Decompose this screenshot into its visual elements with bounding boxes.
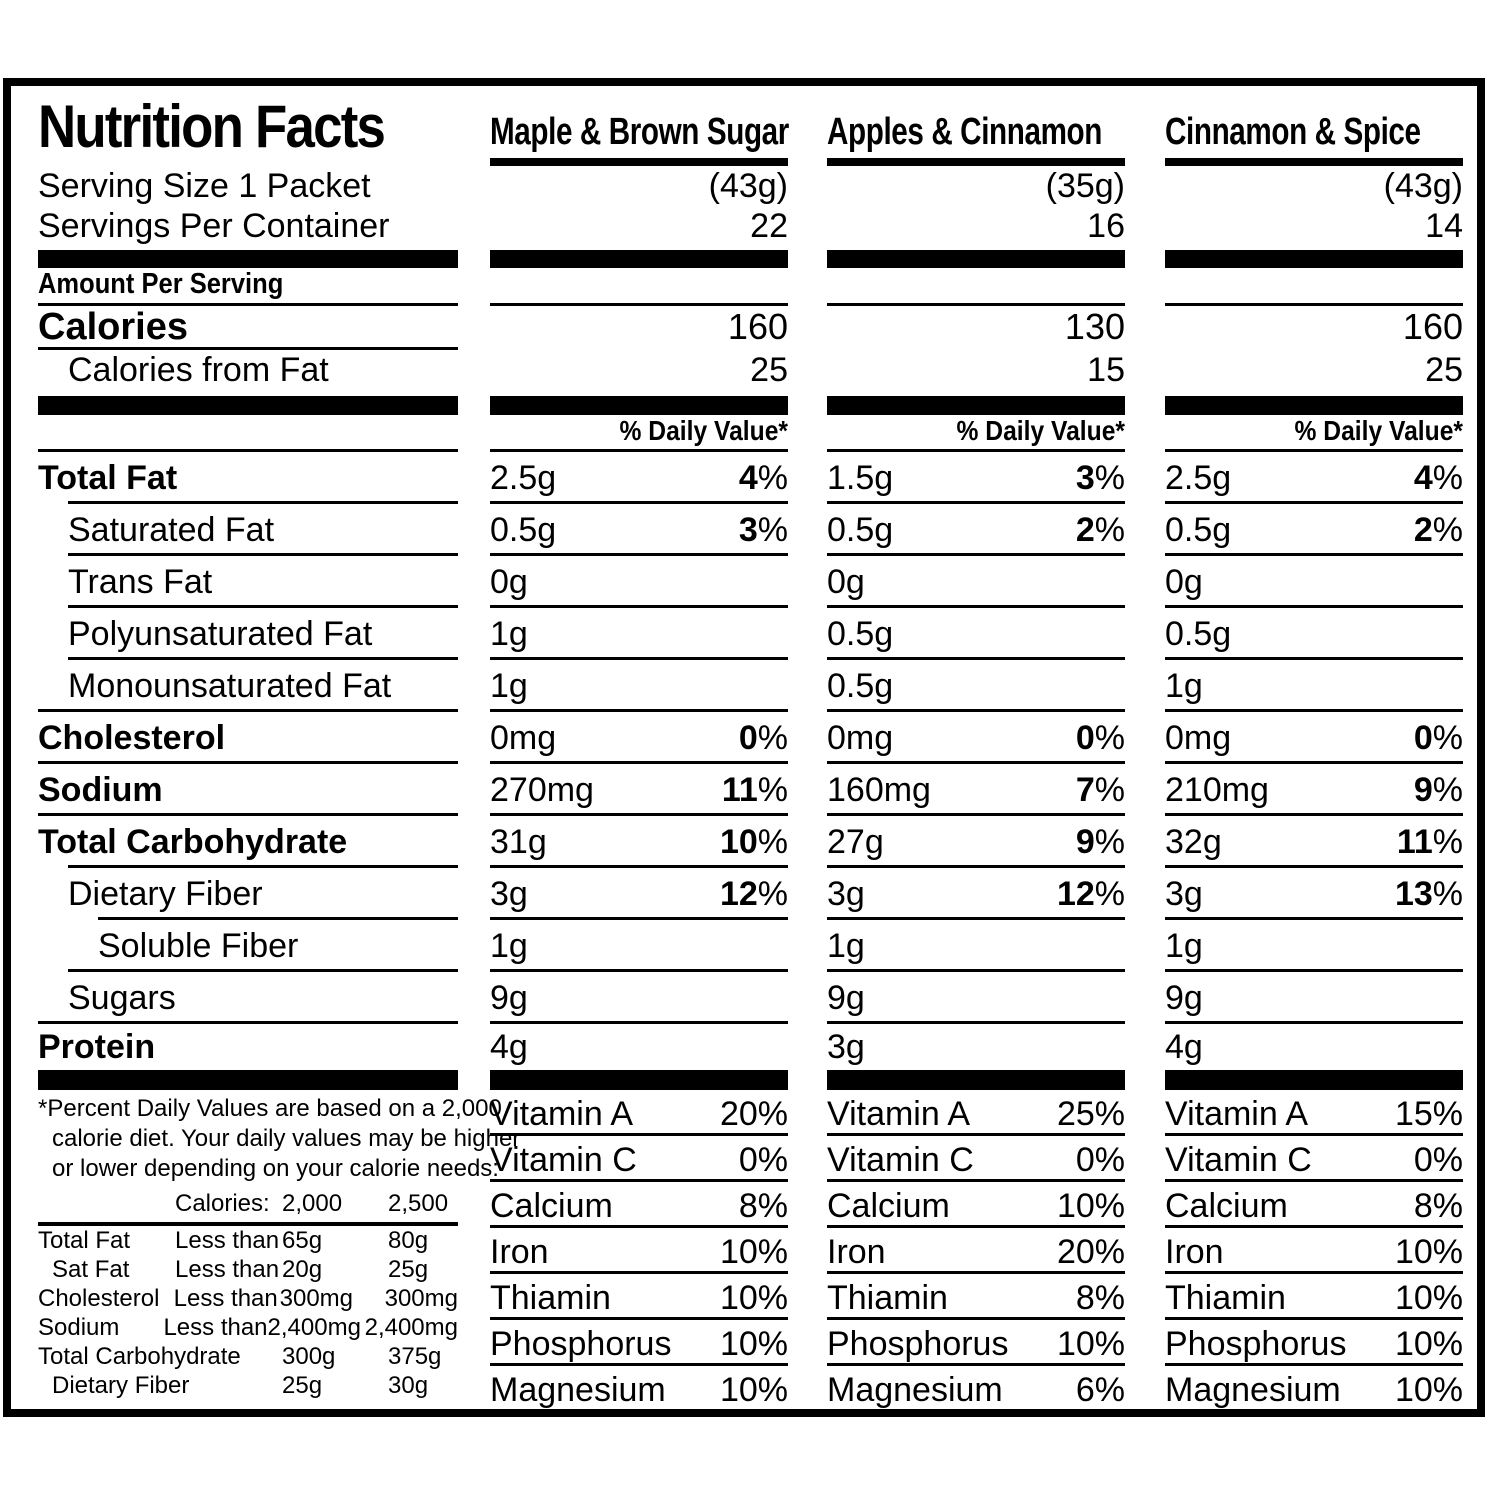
nutrient-amount: 2.5g	[490, 459, 557, 497]
vitamin-row	[1165, 1136, 1463, 1182]
nutrient-dv: 11%	[1396, 823, 1463, 861]
vitamin-value: 10%	[1056, 1187, 1125, 1225]
vitamin-value: 0%	[1075, 1141, 1125, 1179]
servings-value: 14	[1425, 207, 1463, 245]
vitamin-label: Thiamin	[490, 1279, 611, 1317]
nutrient-dv: 3%	[738, 511, 788, 549]
amount-per-serving-row	[11, 268, 1477, 306]
calories-value: 130	[1064, 306, 1125, 347]
nutrient-amount: 1g	[827, 927, 865, 965]
divider-bar	[1165, 250, 1463, 268]
calories-value: 160	[1402, 306, 1463, 347]
calories-from-fat-row	[11, 350, 1477, 393]
calories-from-fat-value: 25	[750, 351, 788, 389]
vitamin-row	[827, 1136, 1125, 1182]
nutrient-amount: 0mg	[490, 719, 557, 757]
nutrient-row-protein	[11, 1024, 1477, 1070]
divider-bar	[1165, 1070, 1463, 1090]
bottom-section	[11, 1090, 1477, 1410]
vitamins-column-2	[827, 1090, 1125, 1410]
nutrition-facts-title: Nutrition Facts	[38, 93, 385, 160]
nutrient-label: Cholesterol	[38, 719, 226, 757]
daily-values-table-header	[38, 1189, 458, 1226]
nutrient-dv: 4%	[1413, 459, 1463, 497]
daily-values-table	[38, 1189, 458, 1400]
nutrient-amount: 0g	[490, 563, 528, 601]
vitamin-row	[827, 1090, 1125, 1136]
vitamin-value: 10%	[1056, 1325, 1125, 1363]
divider-bar	[1165, 396, 1463, 415]
flavor-name-maple-brown-sugar: Maple & Brown Sugar	[490, 111, 789, 153]
divider-bar	[38, 1070, 458, 1090]
vitamin-value: 10%	[1394, 1279, 1463, 1317]
header-row	[11, 86, 1477, 166]
vitamin-label: Magnesium	[827, 1371, 1003, 1409]
daily-value-header: % Daily Value*	[956, 415, 1125, 446]
vitamin-value: 0%	[738, 1141, 788, 1179]
vitamin-row	[827, 1274, 1125, 1320]
divider-bar	[827, 1070, 1125, 1090]
nutrient-dv: 11%	[721, 771, 788, 809]
flavor-column-header-1	[490, 86, 788, 166]
thick-divider-row	[11, 250, 1477, 268]
amount-per-serving-label: Amount Per Serving	[38, 268, 284, 300]
vitamin-value: 8%	[738, 1187, 788, 1225]
divider-bar	[490, 396, 788, 415]
title-cell	[38, 86, 458, 166]
nutrient-label: Polyunsaturated Fat	[68, 615, 373, 653]
amount-per-serving-cell	[38, 268, 458, 306]
nutrient-amount: 0g	[1165, 563, 1203, 601]
vitamins-column-3	[1165, 1090, 1463, 1410]
nutrient-dv: 2%	[1413, 511, 1463, 549]
calories-label: Calories	[38, 306, 458, 350]
vitamin-row	[490, 1274, 788, 1320]
vitamin-row	[1165, 1228, 1463, 1274]
nutrient-dv: 4%	[738, 459, 788, 497]
nutrient-amount: 9g	[1165, 979, 1203, 1017]
nutrient-dv: 0%	[738, 719, 788, 757]
vitamin-label: Calcium	[827, 1187, 950, 1225]
nutrient-label: Monounsaturated Fat	[68, 667, 392, 705]
nutrient-dv: 0%	[1413, 719, 1463, 757]
nutrient-label: Sugars	[68, 979, 176, 1017]
dv-table-row: Total Fat Less than 65g 80g	[38, 1227, 429, 1254]
rule-cell	[827, 268, 1125, 306]
vitamin-label: Vitamin A	[490, 1095, 634, 1133]
nutrient-amount: 0g	[827, 563, 865, 601]
nutrient-amount: 0.5g	[1165, 615, 1232, 653]
nutrient-amount: 1g	[490, 927, 528, 965]
vitamin-label: Iron	[490, 1233, 549, 1271]
dv-table-cell: 2,000	[282, 1190, 343, 1217]
nutrient-amount: 3g	[827, 1028, 865, 1066]
dv-table-row: Sat Fat Less than 20g 25g	[52, 1256, 429, 1283]
vitamin-row	[1165, 1274, 1463, 1320]
dv-table-row: Dietary Fiber 25g 30g	[52, 1372, 429, 1399]
nutrient-row-total-carbohydrate	[11, 816, 1477, 868]
nutrient-dv: 9%	[1413, 771, 1463, 809]
calories-from-fat-label: Calories from Fat	[68, 351, 329, 389]
vitamin-value: 20%	[719, 1095, 788, 1133]
nutrient-amount: 3g	[827, 875, 865, 913]
rule-cell	[1165, 268, 1463, 306]
servings-per-container-row	[11, 206, 1477, 246]
nutrient-dv: 13%	[1394, 875, 1463, 913]
nutrient-amount: 1g	[1165, 927, 1203, 965]
nutrient-amount: 3g	[1165, 875, 1203, 913]
nutrient-amount: 0mg	[827, 719, 894, 757]
nutrient-amount: 32g	[1165, 823, 1222, 861]
vitamin-label: Thiamin	[827, 1279, 948, 1317]
nutrient-amount: 160mg	[827, 771, 931, 809]
nutrition-facts-label	[3, 78, 1485, 1417]
nutrient-label: Saturated Fat	[68, 511, 275, 549]
nutrient-amount: 210mg	[1165, 771, 1269, 809]
nutrient-amount: 1.5g	[827, 459, 894, 497]
nutrient-label: Protein	[38, 1028, 156, 1066]
daily-value-header: % Daily Value*	[619, 415, 788, 446]
vitamin-value: 8%	[1075, 1279, 1125, 1317]
calories-from-fat-value: 25	[1425, 351, 1463, 389]
calories-row	[11, 306, 1477, 350]
nutrient-amount: 0.5g	[827, 667, 894, 705]
daily-value-header-row	[11, 415, 1477, 452]
vitamin-label: Iron	[1165, 1233, 1224, 1271]
flavor-column-header-2	[827, 86, 1125, 166]
vitamin-label: Magnesium	[1165, 1371, 1341, 1409]
vitamin-label: Calcium	[1165, 1187, 1288, 1225]
nutrient-row-saturated-fat	[11, 504, 1477, 556]
nutrient-amount: 1g	[490, 667, 528, 705]
vitamin-value: 10%	[1394, 1325, 1463, 1363]
nutrient-label: Sodium	[38, 771, 163, 809]
vitamin-row	[490, 1366, 788, 1410]
nutrient-row-total-fat	[11, 452, 1477, 504]
rule-cell	[38, 415, 458, 452]
calories-value: 160	[727, 306, 788, 347]
divider-bar	[38, 396, 458, 415]
nutrient-dv: 0%	[1075, 719, 1125, 757]
nutrient-dv: 9%	[1075, 823, 1125, 861]
footnote-line: *Percent Daily Values are based on a 2,000	[38, 1095, 502, 1122]
divider-bar	[490, 250, 788, 268]
nutrient-row-soluble-fiber	[11, 920, 1477, 972]
vitamin-label: Vitamin A	[827, 1095, 971, 1133]
serving-size-value: (43g)	[1383, 167, 1463, 205]
divider-bar	[827, 250, 1125, 268]
nutrient-amount: 0.5g	[827, 511, 894, 549]
vitamin-value: 10%	[1394, 1371, 1463, 1409]
divider-bar	[490, 1070, 788, 1090]
servings-label: Servings Per Container	[38, 207, 390, 245]
dv-table-cell	[38, 1189, 175, 1222]
nutrient-amount: 4g	[490, 1028, 528, 1066]
vitamin-row	[490, 1182, 788, 1228]
nutrient-row-cholesterol	[11, 712, 1477, 764]
vitamin-label: Thiamin	[1165, 1279, 1286, 1317]
flavor-underline-bar	[1165, 158, 1463, 166]
vitamin-row	[1165, 1182, 1463, 1228]
nutrient-amount: 3g	[490, 875, 528, 913]
vitamin-value: 25%	[1056, 1095, 1125, 1133]
vitamin-value: 0%	[1413, 1141, 1463, 1179]
serving-size-value: (35g)	[1045, 167, 1125, 205]
dv-table-row: Total Carbohydrate 300g 375g	[38, 1343, 442, 1370]
nutrient-amount: 2.5g	[1165, 459, 1232, 497]
vitamin-row	[827, 1366, 1125, 1410]
dv-table-row: Sodium Less than 2,400mg 2,400mg	[38, 1314, 458, 1341]
thick-divider-row	[11, 1070, 1477, 1090]
vitamin-label: Calcium	[490, 1187, 613, 1225]
vitamin-row	[1165, 1320, 1463, 1366]
vitamin-value: 6%	[1075, 1371, 1125, 1409]
vitamin-row	[827, 1320, 1125, 1366]
thick-divider-row	[11, 396, 1477, 415]
nutrient-amount: 0.5g	[1165, 511, 1232, 549]
nutrient-row-trans-fat	[11, 556, 1477, 608]
nutrient-dv: 12%	[1056, 875, 1125, 913]
vitamin-value: 10%	[719, 1233, 788, 1271]
vitamin-label: Phosphorus	[490, 1325, 672, 1363]
nutrient-label: Trans Fat	[68, 563, 213, 601]
nutrient-amount: 27g	[827, 823, 884, 861]
vitamins-column-1	[490, 1090, 788, 1410]
nutrient-amount: 9g	[490, 979, 528, 1017]
nutrient-dv: 2%	[1075, 511, 1125, 549]
footnote-line: calorie diet. Your daily values may be higher	[52, 1125, 521, 1152]
nutrient-row-sodium	[11, 764, 1477, 816]
nutrient-amount: 1g	[490, 615, 528, 653]
nutrient-label: Total Carbohydrate	[38, 823, 348, 861]
nutrient-label: Soluble Fiber	[98, 927, 299, 965]
vitamin-value: 8%	[1413, 1187, 1463, 1225]
nutrient-dv: 3%	[1075, 459, 1125, 497]
serving-size-value: (43g)	[708, 167, 788, 205]
nutrient-row-polyunsaturated-fat	[11, 608, 1477, 660]
vitamin-row	[1165, 1366, 1463, 1410]
vitamin-row	[490, 1228, 788, 1274]
nutrient-row-monounsaturated-fat	[11, 660, 1477, 712]
vitamin-value: 15%	[1394, 1095, 1463, 1133]
footnote-line: or lower depending on your calorie needs:	[52, 1155, 499, 1182]
vitamin-row	[827, 1228, 1125, 1274]
vitamin-value: 10%	[1394, 1233, 1463, 1271]
calories-from-fat-value: 15	[1087, 351, 1125, 389]
nutrient-amount: 31g	[490, 823, 547, 861]
vitamin-label: Vitamin C	[490, 1141, 637, 1179]
flavor-underline-bar	[490, 158, 788, 166]
vitamin-value: 20%	[1056, 1233, 1125, 1271]
vitamin-value: 10%	[719, 1325, 788, 1363]
flavor-name-apples-cinnamon: Apples & Cinnamon	[827, 111, 1102, 153]
dv-table-row: Cholesterol Less than 300mg 300mg	[38, 1285, 458, 1312]
vitamin-label: Phosphorus	[1165, 1325, 1347, 1363]
divider-bar	[827, 396, 1125, 415]
nutrient-dv: 7%	[1075, 771, 1125, 809]
vitamin-value: 10%	[719, 1371, 788, 1409]
vitamin-label: Magnesium	[490, 1371, 666, 1409]
vitamin-row	[490, 1090, 788, 1136]
vitamin-row	[1165, 1090, 1463, 1136]
nutrient-amount: 0.5g	[490, 511, 557, 549]
nutrient-amount: 270mg	[490, 771, 594, 809]
vitamin-label: Iron	[827, 1233, 886, 1271]
servings-value: 22	[750, 207, 788, 245]
servings-value: 16	[1087, 207, 1125, 245]
vitamin-value: 10%	[719, 1279, 788, 1317]
nutrient-dv: 12%	[719, 875, 788, 913]
vitamin-label: Vitamin C	[827, 1141, 974, 1179]
serving-size-label: Serving Size 1 Packet	[38, 167, 371, 205]
nutrient-amount: 1g	[1165, 667, 1203, 705]
dv-table-cell: 2,500	[388, 1190, 449, 1217]
nutrient-dv: 10%	[719, 823, 788, 861]
vitamin-label: Vitamin C	[1165, 1141, 1312, 1179]
nutrient-amount: 0.5g	[827, 615, 894, 653]
nutrient-row-sugars	[11, 972, 1477, 1024]
rule-cell	[490, 268, 788, 306]
nutrient-label: Total Fat	[38, 459, 178, 497]
flavor-name-cinnamon-spice: Cinnamon & Spice	[1165, 111, 1421, 153]
vitamin-row	[490, 1136, 788, 1182]
vitamin-label: Vitamin A	[1165, 1095, 1309, 1133]
nutrient-amount: 9g	[827, 979, 865, 1017]
nutrient-label: Dietary Fiber	[68, 875, 263, 913]
flavor-column-header-3	[1165, 86, 1463, 166]
nutrient-amount: 0mg	[1165, 719, 1232, 757]
serving-size-row	[11, 166, 1477, 206]
vitamin-row	[827, 1182, 1125, 1228]
flavor-underline-bar	[827, 158, 1125, 166]
divider-bar	[38, 250, 458, 268]
nutrient-amount: 4g	[1165, 1028, 1203, 1066]
vitamin-row	[490, 1320, 788, 1366]
dv-table-cell: Calories:	[175, 1190, 270, 1217]
vitamin-label: Phosphorus	[827, 1325, 1009, 1363]
nutrient-row-dietary-fiber	[11, 868, 1477, 920]
daily-value-header: % Daily Value*	[1294, 415, 1463, 446]
